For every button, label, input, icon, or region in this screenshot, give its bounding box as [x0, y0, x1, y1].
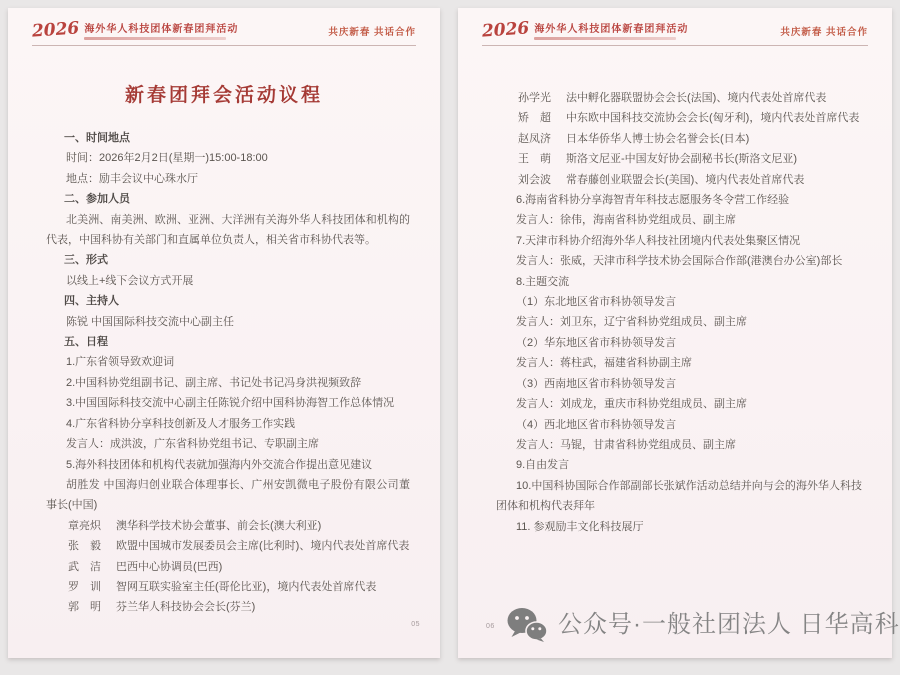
attendee-desc: 常春藤创业联盟会长(美国)、境内代表处首席代表 — [566, 173, 805, 186]
attendee-desc: 芬兰华人科技协会会长(芬兰) — [116, 601, 256, 614]
agenda-line: 8.主题交流 — [516, 275, 570, 288]
attendee-row — [68, 557, 410, 577]
attendee-desc: 斯洛文尼亚-中国友好协会副秘书长(斯洛文尼亚) — [566, 153, 797, 166]
attendee-name: 孙学光 — [518, 92, 551, 104]
logo-title: 海外华人科技团体新春团拜活动 — [534, 24, 689, 35]
agenda-line: 发言人：刘成龙，重庆市科协党组成员、副主席 — [516, 398, 747, 411]
attendee-desc: 巴西中心协调员(巴西) — [116, 560, 223, 573]
agenda-line: 发言人：刘卫东，辽宁省科协党组成员、副主席 — [516, 316, 747, 329]
logo-subtitle-bar — [84, 37, 226, 40]
agenda-line: （2）华东地区省市科协领导发言 — [516, 336, 677, 349]
logo-text — [84, 22, 238, 40]
section-heading: 一、时间地点 — [64, 132, 130, 144]
attendee-name: 郭 明 — [68, 601, 101, 614]
attendee-name: 王 萌 — [518, 153, 551, 166]
attendee-row — [518, 88, 862, 108]
attendee-name: 章亮炽 — [68, 519, 101, 532]
section-heading: 五、日程 — [64, 336, 108, 349]
attendee-name: 赵凤济 — [518, 132, 551, 145]
attendee-row — [68, 536, 410, 556]
page-number: 06 — [486, 623, 495, 630]
agenda-line: 2.中国科协党组副书记、副主席、书记处书记冯身洪视频致辞 — [66, 376, 362, 389]
page-number: 05 — [411, 621, 420, 628]
logo-year: 2026 — [481, 18, 530, 42]
header-slogan: 共庆新春 共话合作 — [780, 27, 868, 38]
wechat-icon — [506, 606, 548, 644]
agenda-line: 发言人：蒋柱武，福建省科协副主席 — [516, 357, 692, 370]
agenda-line: 9.自由发言 — [516, 459, 570, 472]
watermark — [506, 603, 900, 647]
attendee-name: 张 毅 — [68, 540, 101, 553]
event-logo — [31, 18, 239, 42]
attendee-row — [518, 108, 862, 128]
attendee-desc: 中东欧中国科技交流协会会长(匈牙利)，境内代表处首席代表 — [566, 112, 860, 125]
attendee-desc: 法中孵化器联盟协会会长(法国)、境内代表处首席代表 — [566, 92, 827, 104]
agenda-line: 7.天津市科协介绍海外华人科技社团境内代表处集聚区情况 — [516, 234, 801, 247]
logo-text — [534, 22, 688, 40]
attendee-row — [518, 170, 862, 190]
agenda-line: 11. 参观励丰文化科技展厅 — [516, 520, 644, 533]
attendee-row — [68, 597, 410, 617]
header-slogan: 共庆新春 共话合作 — [328, 27, 416, 38]
page-header — [482, 8, 868, 46]
logo-subtitle-bar — [534, 37, 676, 40]
logo-year: 2026 — [31, 18, 80, 42]
agenda-line: （4）西北地区省市科协领导发言 — [516, 418, 677, 431]
section-heading: 二、参加人员 — [64, 193, 130, 206]
attendee-desc: 欧盟中国城市发展委员会主席(比利时)、境内代表处首席代表 — [116, 540, 410, 553]
attendee-row — [68, 516, 410, 536]
agenda-line: 胡胜发 中国海归创业联合体理事长、广州安凯微电子股份有限公司董事长(中国) — [46, 478, 410, 512]
agenda-line: 6.海南省科协分享海智青年科技志愿服务冬令营工作经验 — [516, 194, 790, 207]
page-header — [32, 8, 416, 46]
agenda-line: 发言人：徐伟，海南省科协党组成员、副主席 — [516, 214, 736, 227]
agenda-line: （1）东北地区省市科协领导发言 — [516, 296, 677, 309]
attendee-row — [518, 129, 862, 149]
attendee-name: 罗 训 — [68, 580, 101, 593]
agenda-line: 10.中国科协国际合作部副部长张斌作活动总结并向与会的海外华人科技团体和机构代表拜年 — [496, 479, 862, 513]
agenda-body-left — [46, 128, 410, 618]
agenda-line: （3）西南地区省市科协领导发言 — [516, 377, 677, 390]
page-right — [458, 8, 892, 658]
attendee-name: 武 洁 — [68, 560, 101, 573]
attendee-row — [518, 149, 862, 169]
page-title: 新春团拜会活动议程 — [124, 85, 323, 106]
attendee-row — [68, 577, 410, 597]
page-left — [8, 8, 440, 658]
agenda-line: 5.海外科技团体和机构代表就加强海内外交流合作提出意见建议 — [66, 458, 373, 471]
agenda-line: 1.广东省领导致欢迎词 — [66, 356, 175, 369]
agenda-line: 发言人：张威，天津市科学技术协会国际合作部(港澳台办公室)部长 — [516, 255, 843, 268]
agenda-line: 3.中国国际科技交流中心副主任陈锐介绍中国科协海智工作总体情况 — [66, 397, 395, 410]
agenda-line: 北美洲、南美洲、欧洲、亚洲、大洋洲有关海外华人科技团体和机构的代表，中国科协有关部门和直属单位负责人，相关省市科协代表等。 — [46, 213, 410, 247]
agenda-line: 地点：励丰会议中心珠水厅 — [66, 172, 198, 185]
agenda-line: 陈锐 中国国际科技交流中心副主任 — [66, 315, 235, 328]
agenda-line: 以线上+线下会议方式开展 — [66, 274, 194, 287]
section-heading: 三、形式 — [64, 254, 108, 267]
attendee-name: 刘会波 — [518, 173, 551, 186]
agenda-line: 发言人：马锟，甘肃省科协党组成员、副主席 — [516, 438, 736, 451]
attendee-desc: 日本华侨华人博士协会名誉会长(日本) — [566, 132, 750, 145]
watermark-text: 公众号·一般社团法人 日华高科 — [558, 611, 900, 638]
agenda-line: 时间：2026年2月2日(星期一)15:00-18:00 — [66, 152, 268, 165]
logo-title: 海外华人科技团体新春团拜活动 — [84, 24, 239, 35]
event-logo — [481, 18, 689, 42]
attendee-desc: 智网互联实验室主任(哥伦比亚)，境内代表处首席代表 — [116, 580, 377, 593]
agenda-line: 4.广东省科协分享科技创新及人才服务工作实践 — [66, 417, 296, 430]
agenda-line: 发言人：成洪波，广东省科协党组书记、专职副主席 — [66, 438, 319, 451]
section-heading: 四、主持人 — [64, 295, 119, 308]
attendee-name: 矫 超 — [518, 112, 551, 125]
agenda-body-right — [496, 88, 862, 537]
attendee-desc: 澳华科学技术协会董事、前会长(澳大利亚) — [116, 519, 322, 532]
